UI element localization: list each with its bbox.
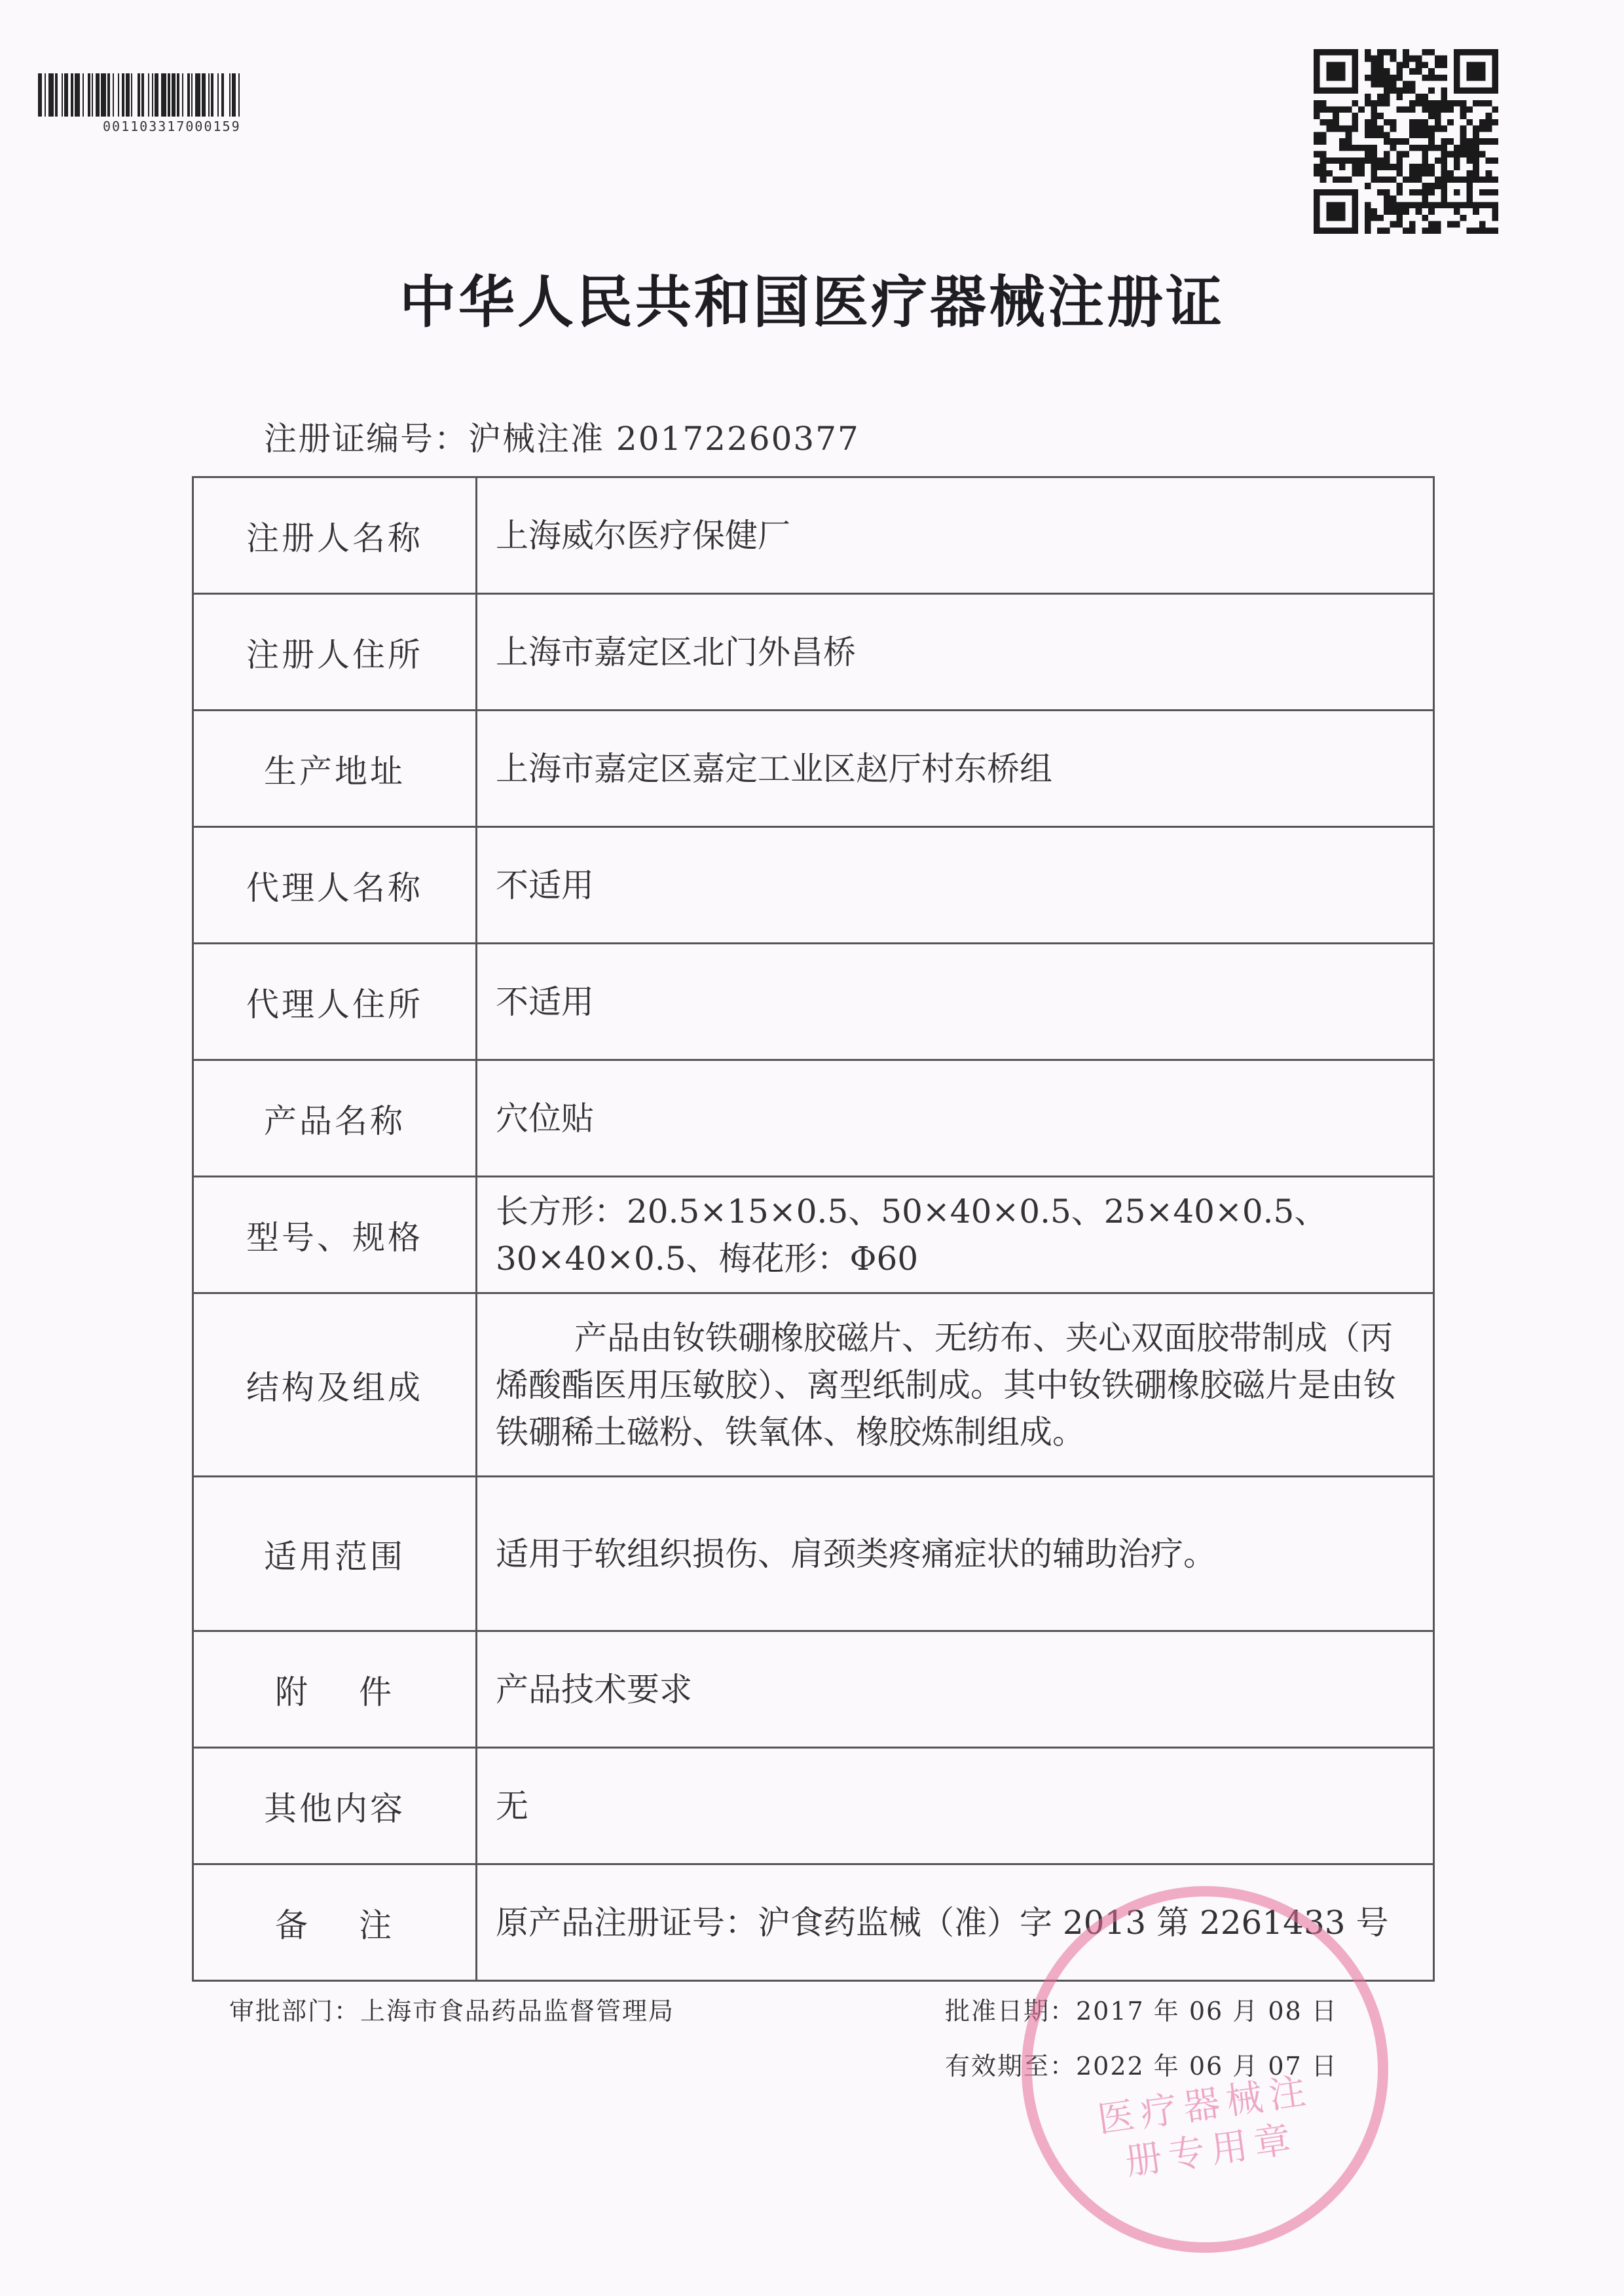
- table-row: [193, 827, 1434, 944]
- table-row: [193, 1293, 1434, 1477]
- barcode-bar: [224, 73, 229, 117]
- row-value: 穴位贴: [477, 1060, 1434, 1177]
- table-row: [193, 1477, 1434, 1631]
- official-seal: [1022, 1886, 1388, 2253]
- barcode-bar: [101, 73, 106, 117]
- table-row: [193, 594, 1434, 711]
- row-label: 型号、规格: [193, 1177, 477, 1293]
- row-value: 产品技术要求: [477, 1631, 1434, 1748]
- barcode-bar: [132, 73, 138, 117]
- row-label: 适用范围: [193, 1477, 477, 1631]
- row-label: 注册人住所: [193, 594, 477, 711]
- table-row: [193, 711, 1434, 827]
- row-value: 长方形：20.5×15×0.5、50×40×0.5、25×40×0.5、30×40×0.5、梅花形：Φ60: [477, 1177, 1434, 1293]
- row-value: 不适用: [477, 827, 1434, 944]
- row-label: 生产地址: [193, 711, 477, 827]
- table-row: [193, 944, 1434, 1060]
- row-label: 备 注: [193, 1864, 477, 1981]
- row-value: 原产品注册证号：沪食药监械（准）字 2013 第 2261433 号: [477, 1864, 1434, 1981]
- certificate-title: 中华人民共和国医疗器械注册证: [399, 270, 1225, 335]
- row-label: 结构及组成: [193, 1293, 477, 1477]
- approval-authority: 审批部门：上海市食品药品监督管理局: [229, 1997, 675, 2026]
- registration-number-label: 注册证编号：: [264, 420, 468, 458]
- row-label: 代理人住所: [193, 944, 477, 1060]
- registration-number-value: 沪械注准 20172260377: [468, 420, 860, 458]
- barcode-bar: [48, 73, 54, 117]
- registration-number: [264, 413, 860, 460]
- row-label: 其他内容: [193, 1748, 477, 1864]
- table-row: [193, 1177, 1434, 1293]
- barcode: [38, 73, 325, 117]
- row-value: 上海市嘉定区嘉定工业区赵厅村东桥组: [477, 711, 1434, 827]
- barcode-bar: [195, 73, 200, 117]
- approval-date: 批准日期：2017 年 06 月 08 日: [945, 1997, 1338, 2026]
- barcode-bar: [240, 73, 242, 117]
- table-row: [193, 1060, 1434, 1177]
- row-value: 上海威尔医疗保健厂: [477, 477, 1434, 594]
- row-label: 注册人名称: [193, 477, 477, 594]
- row-value: 不适用: [477, 944, 1434, 1060]
- barcode-bar: [161, 73, 166, 117]
- table-row: [193, 1748, 1434, 1864]
- qr-code-icon: [1314, 49, 1498, 234]
- certificate-table: [192, 476, 1435, 1982]
- official-seal-text: 医疗器械注册专用章: [1095, 2069, 1315, 2184]
- row-label: 产品名称: [193, 1060, 477, 1177]
- row-value: 上海市嘉定区北门外昌桥: [477, 594, 1434, 711]
- row-value: 无: [477, 1748, 1434, 1864]
- row-label: 附 件: [193, 1631, 477, 1748]
- row-value: 适用于软组织损伤、肩颈类疼痛症状的辅助治疗。: [477, 1477, 1434, 1631]
- valid-until-date: 有效期至：2022 年 06 月 07 日: [945, 2052, 1338, 2081]
- table-row: [193, 1631, 1434, 1748]
- barcode-number: 001103317000159: [103, 119, 241, 134]
- row-value: [477, 1293, 1434, 1477]
- row-label: 代理人名称: [193, 827, 477, 944]
- barcode-bar: [75, 73, 80, 117]
- table-row: [193, 477, 1434, 594]
- structure-text: 产品由钕铁硼橡胶磁片、无纺布、夹心双面胶带制成（丙烯酸酯医用压敏胶）、离型纸制成。其中钕铁硼橡胶磁片是由钕铁硼稀土磁粉、铁氧体、橡胶炼制组成。: [496, 1318, 1396, 1451]
